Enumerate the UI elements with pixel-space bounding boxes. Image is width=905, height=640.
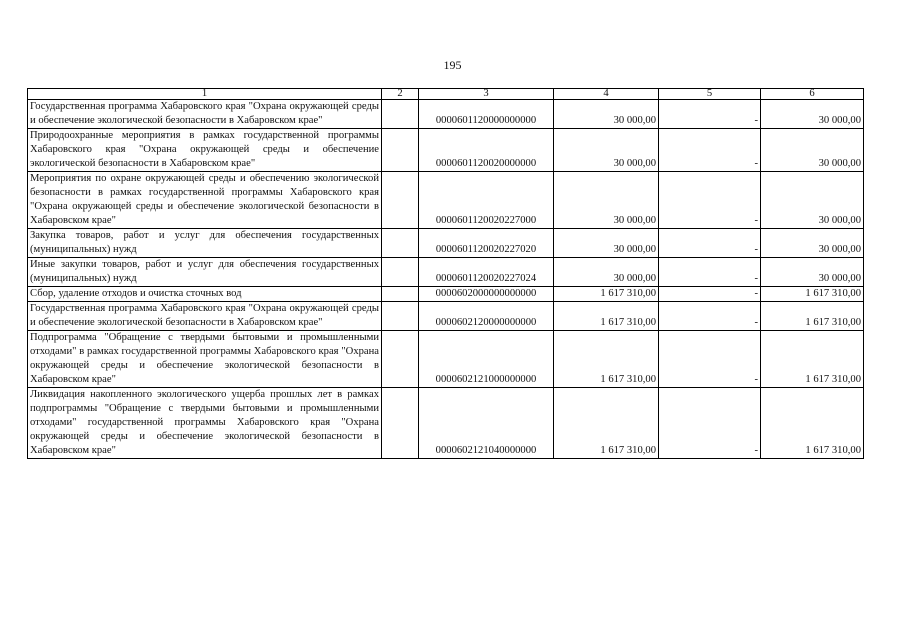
row-col5: -: [659, 229, 761, 258]
row-name: Иные закупки товаров, работ и услуг для обеспечения государственных (муниципальных) нужд: [28, 258, 382, 287]
row-col2: [382, 302, 419, 331]
row-col5: -: [659, 331, 761, 388]
row-code: 0000602120000000000: [419, 302, 554, 331]
table-row: [28, 302, 864, 331]
row-code: 0000602000000000000: [419, 287, 554, 302]
column-header: 2: [382, 89, 419, 100]
header-row: [28, 89, 864, 100]
row-col2: [382, 172, 419, 229]
column-header: 4: [554, 89, 659, 100]
column-header: 6: [761, 89, 864, 100]
table-row: [28, 172, 864, 229]
row-col4: 1 617 310,00: [554, 287, 659, 302]
row-name: Закупка товаров, работ и услуг для обеспечения государственных (муниципальных) нужд: [28, 229, 382, 258]
row-col2: [382, 331, 419, 388]
row-col6: 1 617 310,00: [761, 287, 864, 302]
column-header: 3: [419, 89, 554, 100]
row-col6: 1 617 310,00: [761, 331, 864, 388]
row-col2: [382, 258, 419, 287]
row-col4: 30 000,00: [554, 229, 659, 258]
row-name: Подпрограмма "Обращение с твердыми бытовыми и промышленными отходами" в рамках государственной программы Хабаровского края "Охрана окружающей среды и обеспечение экологической безопасности в Хабаровском крае": [28, 331, 382, 388]
row-col2: [382, 229, 419, 258]
row-name: Ликвидация накопленного экологического ущерба прошлых лет в рамках подпрограммы "Обращение с твердыми бытовыми и промышленными отходами" государственной программы Хабаровского края "Охрана окружающей среды и обеспечение экологической безопасности в Хабаровском крае": [28, 388, 382, 459]
row-col2: [382, 100, 419, 129]
row-col2: [382, 129, 419, 172]
budget-table: [27, 88, 864, 459]
row-col2: [382, 287, 419, 302]
row-code: 0000601120020000000: [419, 129, 554, 172]
row-name: Мероприятия по охране окружающей среды и обеспечению экологической безопасности в рамках государственной программы Хабаровского края "Охрана окружающей среды и обеспечение экологической безопасности в Хабаровском крае": [28, 172, 382, 229]
table-row: [28, 258, 864, 287]
row-col5: -: [659, 100, 761, 129]
row-col4: 1 617 310,00: [554, 388, 659, 459]
row-code: 0000601120000000000: [419, 100, 554, 129]
table-row: [28, 129, 864, 172]
row-col4: 30 000,00: [554, 258, 659, 287]
page-number: 195: [443, 58, 462, 72]
row-code: 0000602121000000000: [419, 331, 554, 388]
row-code: 0000601120020227024: [419, 258, 554, 287]
row-col6: 30 000,00: [761, 258, 864, 287]
row-col5: -: [659, 258, 761, 287]
table-row: [28, 229, 864, 258]
row-col5: -: [659, 129, 761, 172]
column-header: 1: [28, 89, 382, 100]
row-col5: -: [659, 302, 761, 331]
row-col5: -: [659, 287, 761, 302]
table-row: [28, 287, 864, 302]
row-col6: 30 000,00: [761, 100, 864, 129]
row-name: Государственная программа Хабаровского края "Охрана окружающей среды и обеспечение экологической безопасности в Хабаровском крае": [28, 100, 382, 129]
row-name: Государственная программа Хабаровского края "Охрана окружающей среды и обеспечение экологической безопасности в Хабаровском крае": [28, 302, 382, 331]
row-name: Сбор, удаление отходов и очистка сточных вод: [28, 287, 382, 302]
table-row: [28, 100, 864, 129]
row-col4: 30 000,00: [554, 172, 659, 229]
row-col5: -: [659, 388, 761, 459]
row-col2: [382, 388, 419, 459]
row-name: Природоохранные мероприятия в рамках государственной программы Хабаровского края "Охрана окружающей среды и обеспечение экологической безопасности в Хабаровском крае": [28, 129, 382, 172]
row-col6: 30 000,00: [761, 172, 864, 229]
row-col4: 1 617 310,00: [554, 302, 659, 331]
row-col5: -: [659, 172, 761, 229]
table-row: [28, 388, 864, 459]
row-code: 0000602121040000000: [419, 388, 554, 459]
column-header: 5: [659, 89, 761, 100]
row-col4: 1 617 310,00: [554, 331, 659, 388]
row-col6: 30 000,00: [761, 129, 864, 172]
row-code: 0000601120020227000: [419, 172, 554, 229]
row-col4: 30 000,00: [554, 100, 659, 129]
row-code: 0000601120020227020: [419, 229, 554, 258]
row-col6: 1 617 310,00: [761, 302, 864, 331]
row-col6: 1 617 310,00: [761, 388, 864, 459]
row-col4: 30 000,00: [554, 129, 659, 172]
table-row: [28, 331, 864, 388]
row-col6: 30 000,00: [761, 229, 864, 258]
